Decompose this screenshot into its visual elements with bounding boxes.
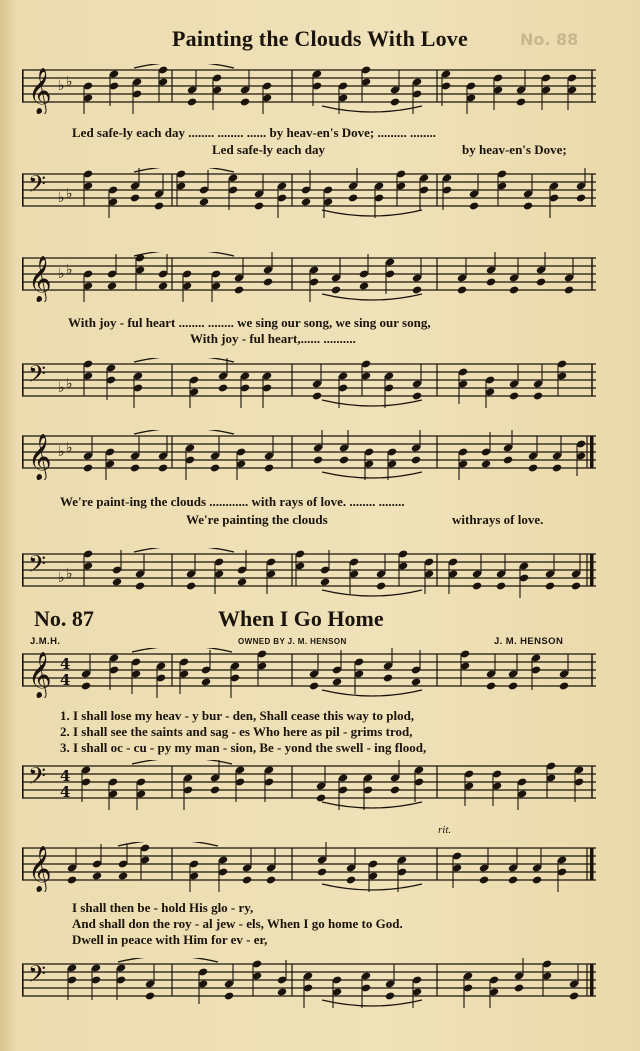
- slur: [132, 760, 232, 764]
- final-barline: [590, 436, 594, 468]
- note-head: [479, 875, 489, 884]
- note-head: [67, 875, 77, 884]
- note-head: [112, 577, 122, 586]
- note-head: [332, 677, 342, 686]
- hymn1-lyric-line3-soprano: We're paint-ing the clouds ............ with rays of love. ........ ........: [60, 494, 405, 509]
- note-head: [92, 871, 102, 880]
- treble-clef-icon: 𝄞: [28, 846, 52, 892]
- time-signature-top: 4: [60, 767, 71, 785]
- note-head: [564, 285, 574, 294]
- slur: [322, 106, 422, 112]
- note-head: [254, 201, 264, 210]
- note-head: [576, 193, 586, 202]
- treble-clef-icon: 𝄞: [28, 434, 52, 480]
- note-head: [552, 463, 562, 472]
- note-head: [411, 677, 421, 686]
- slur: [322, 294, 422, 300]
- slur: [322, 472, 422, 478]
- note-head: [199, 197, 209, 206]
- note-head: [390, 97, 400, 106]
- flat-icon: ♭: [58, 570, 65, 586]
- flat-icon: ♭: [58, 444, 65, 460]
- flat-icon: ♭: [58, 380, 65, 396]
- flat-icon: ♭: [66, 74, 73, 90]
- note-head: [532, 875, 542, 884]
- treble-clef-icon: 𝄞: [28, 652, 52, 698]
- note-head: [242, 875, 252, 884]
- note-head: [508, 875, 518, 884]
- note-head: [210, 785, 220, 794]
- hymn2-author-initials: J.M.H.: [30, 636, 61, 647]
- note-head: [130, 193, 140, 202]
- flat-icon: ♭: [66, 262, 73, 278]
- flat-icon: ♭: [58, 190, 65, 206]
- final-barline: [590, 554, 594, 586]
- hymn2-refrain-line1: I shall then be - hold His glo - ry,: [72, 900, 254, 915]
- note-head: [390, 785, 400, 794]
- slur: [134, 430, 234, 434]
- note-head: [263, 277, 273, 286]
- note-head: [528, 463, 538, 472]
- note-head: [301, 197, 311, 206]
- staff-bass-3: [22, 548, 596, 598]
- bleed-through-text: No. 88: [520, 30, 579, 49]
- hymn2-refrain-line3: Dwell in peace with Him for ev - er,: [72, 932, 268, 947]
- note-head: [224, 991, 234, 1000]
- hymn1-lyric-line1-soprano: Led safe-ly each day ........ ........ ...... by heav-en's Dove; ......... ........: [72, 125, 436, 140]
- note-head: [516, 97, 526, 106]
- staff-treble-2: [22, 252, 596, 302]
- note-head: [201, 677, 211, 686]
- note-head: [309, 681, 319, 690]
- note-head: [320, 577, 330, 586]
- slur: [132, 648, 232, 652]
- note-head: [118, 871, 128, 880]
- note-head: [107, 281, 117, 290]
- note-head: [83, 463, 93, 472]
- treble-clef-icon: 𝄞: [28, 256, 52, 302]
- flat-icon: ♭: [66, 376, 73, 392]
- slur: [134, 64, 234, 68]
- slur: [322, 1000, 422, 1006]
- note-head: [508, 681, 518, 690]
- note-head: [514, 983, 524, 992]
- note-head: [412, 285, 422, 294]
- note-head: [536, 277, 546, 286]
- flat-icon: ♭: [58, 78, 65, 94]
- note-head: [496, 581, 506, 590]
- hymn1-lyric-line3-echo-end: withrays of love.: [452, 512, 544, 527]
- hymn1-lyric-line2-soprano: With joy - ful heart ........ ........ we sing our song, we sing our song,: [68, 315, 431, 330]
- time-signature-bottom: 4: [60, 671, 71, 689]
- note-head: [571, 581, 581, 590]
- note-head: [313, 455, 323, 464]
- bass-clef-icon: 𝄢: [28, 550, 47, 583]
- flat-icon: ♭: [66, 440, 73, 456]
- slur: [118, 958, 218, 962]
- note-head: [486, 681, 496, 690]
- staff-treble-1: [22, 64, 596, 114]
- note-head: [486, 277, 496, 286]
- bass-clef-icon: 𝄢: [28, 960, 47, 993]
- note-head: [237, 577, 247, 586]
- hymn2-verse1: 1. I shall lose my heav - y bur - den, Shall cease this way to plod,: [60, 708, 415, 723]
- note-head: [359, 281, 369, 290]
- bass-clef-icon: 𝄢: [28, 360, 47, 393]
- note-head: [218, 383, 228, 392]
- note-head: [154, 201, 164, 210]
- bass-clef-icon: 𝄢: [28, 170, 47, 203]
- note-head: [481, 459, 491, 468]
- hymn1-lyric-line2-echo: With joy - ful heart,...... ..........: [190, 331, 356, 346]
- slur: [134, 548, 234, 552]
- note-head: [385, 991, 395, 1000]
- staff-bass-1: [22, 168, 596, 218]
- note-head: [312, 391, 322, 400]
- note-head: [266, 875, 276, 884]
- note-head: [339, 455, 349, 464]
- note-head: [569, 991, 579, 1000]
- note-head: [559, 681, 569, 690]
- note-head: [472, 581, 482, 590]
- note-head: [331, 285, 341, 294]
- time-signature-bottom: 4: [60, 783, 71, 801]
- treble-clef-icon: 𝄞: [28, 68, 52, 114]
- ritardando-mark: rit.: [438, 824, 452, 836]
- note-head: [503, 455, 513, 464]
- note-head: [240, 97, 250, 106]
- note-head: [411, 455, 421, 464]
- staff-treble-5: [22, 842, 596, 892]
- slur: [118, 842, 218, 846]
- note-head: [509, 285, 519, 294]
- note-head: [135, 581, 145, 590]
- note-head: [277, 987, 287, 996]
- note-head: [187, 97, 197, 106]
- staff-treble-4: [22, 648, 596, 698]
- note-head: [533, 391, 543, 400]
- note-head: [383, 673, 393, 682]
- note-head: [457, 285, 467, 294]
- hymn2-refrain-line2: And shall don the roy - al jew - els, When I go home to God.: [72, 916, 403, 931]
- note-head: [186, 581, 196, 590]
- slur: [322, 690, 422, 696]
- note-head: [376, 581, 386, 590]
- slur: [134, 358, 234, 362]
- note-head: [130, 463, 140, 472]
- slur: [322, 884, 422, 890]
- flat-icon: ♭: [66, 566, 73, 582]
- note-head: [509, 391, 519, 400]
- note-head: [145, 991, 155, 1000]
- slur: [322, 802, 422, 808]
- hymn2-verse2: 2. I shall see the saints and sag - es Who here as pil - grims trod,: [60, 724, 413, 739]
- hymn2-verse3: 3. I shall oc - cu - py my man - sion, Be - yond the swell - ing flood,: [60, 740, 427, 755]
- final-barline: [590, 964, 594, 996]
- hymn2-title: When I Go Home: [218, 606, 384, 631]
- note-head: [158, 281, 168, 290]
- note-head: [316, 793, 326, 802]
- staff-bass-5: [22, 958, 596, 1008]
- note-head: [346, 875, 356, 884]
- hymn1-title: Painting the Clouds With Love: [172, 26, 468, 51]
- note-head: [81, 681, 91, 690]
- hymn2-number: No. 87: [34, 606, 94, 631]
- note-head: [317, 867, 327, 876]
- note-head: [348, 193, 358, 202]
- slur: [322, 210, 422, 216]
- note-head: [545, 581, 555, 590]
- hymn2-ownership: OWNED BY J. M. HENSON: [238, 637, 347, 646]
- slur: [134, 252, 234, 256]
- note-head: [210, 463, 220, 472]
- note-head: [158, 463, 168, 472]
- note-head: [234, 285, 244, 294]
- slur: [322, 590, 422, 596]
- time-signature-top: 4: [60, 655, 71, 673]
- note-head: [523, 201, 533, 210]
- note-head: [412, 391, 422, 400]
- slur: [322, 400, 422, 406]
- note-head: [264, 463, 274, 472]
- hymn1-lyric-line3-echo: We're painting the clouds: [186, 512, 328, 527]
- flat-icon: ♭: [66, 186, 73, 202]
- final-barline: [590, 848, 594, 880]
- hymn2-composer: J. M. HENSON: [494, 636, 564, 647]
- staff-bass-4: [22, 760, 596, 810]
- note-head: [469, 201, 479, 210]
- staff-bass-2: [22, 358, 596, 408]
- hymn1-lyric-line1-echo: Led safe-ly each day: [212, 142, 326, 157]
- flat-icon: ♭: [58, 266, 65, 282]
- bass-clef-icon: 𝄢: [28, 762, 47, 795]
- hymn1-lyric-line1-echo-end: by heav-en's Dove;: [462, 142, 567, 157]
- staff-treble-3: [22, 430, 596, 480]
